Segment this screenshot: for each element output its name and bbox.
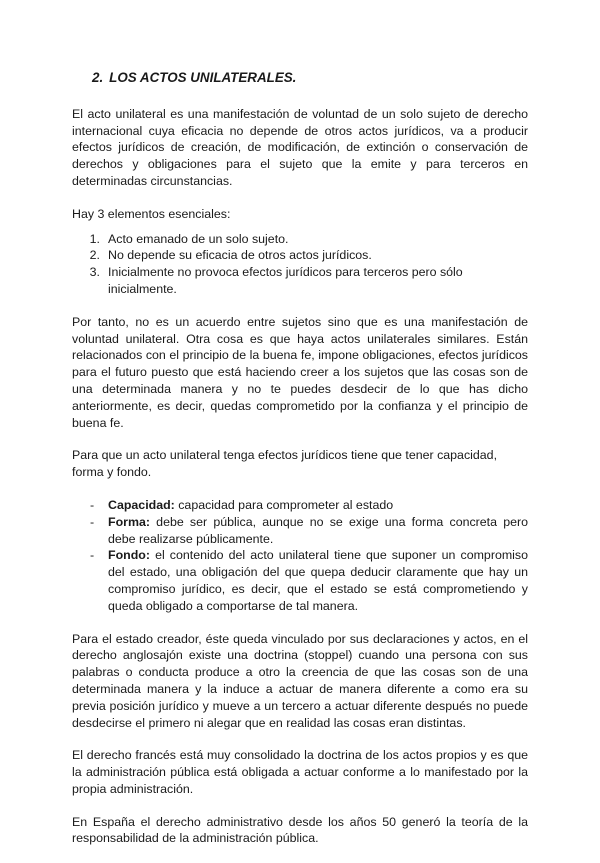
list-dash: - bbox=[90, 497, 95, 512]
list-term: Forma: bbox=[108, 514, 150, 529]
list-text: Inicialmente no provoca efectos jurídicos para terceros pero sólo inicialmente. bbox=[108, 265, 463, 296]
list-text: No depende su eficacia de otros actos jurídicos. bbox=[108, 248, 372, 263]
paragraph-french-law: El derecho francés está muy consolidado la doctrina de los actos propios y es que la administración pública está obligada a actuar conforme a lo manifestado por la propia administración. bbox=[72, 748, 528, 796]
paragraph-definition: El acto unilateral es una manifestación de voluntad de un solo sujeto de derecho internacional cuya eficacia no depende de otros actos jurídicos, va a producir efectos jurídicos de creación, de modificación, de extinción o conservación de derechos y obligaciones para el sujeto que la emite y para terceros en determinadas circunstancias. bbox=[72, 106, 528, 188]
section-number: 2. bbox=[92, 70, 104, 85]
paragraph-requirements: Para que un acto unilateral tenga efectos jurídicos tiene que tener capacidad, forma y fondo. bbox=[72, 448, 498, 480]
paragraph-stoppel: Para el estado creador, éste queda vinculado por sus declaraciones y actos, en el derecho anglosajón existe una doctrina (stoppel) cuando una persona con sus palabras o conducta produce a otro la creencia de que las cosas son de una determinada manera y la induce a actuar de manera diferente a como era su previa posición jurídico y mueve a un tercero a actuar diferente después no puede desdecirse el primero ni alegar que en realidad las cosas eran distintas. bbox=[72, 631, 528, 730]
list-item bbox=[72, 264, 528, 298]
list-text: Acto emanado de un solo sujeto. bbox=[108, 231, 289, 246]
list-body bbox=[108, 497, 528, 514]
list-number: 1. bbox=[89, 231, 100, 246]
list-body bbox=[108, 514, 528, 548]
list-text: debe ser pública, aunque no se exige una forma concreta pero debe realizarse públicamente. bbox=[108, 514, 528, 546]
list-item bbox=[72, 231, 528, 248]
paragraph-good-faith: Por tanto, no es un acuerdo entre sujetos sino que es una manifestación de voluntad unilateral. Otra cosa es que haya actos unilaterales similares. Están relacionados con el principio de la buena fe, impone obligaciones, efectos jurídicos para el futuro puesto que está haciendo creer a los sujetos que las cosas son de una determinada manera y no te puedes desdecir de lo que has dicho anteriormente, es decir, quedas comprometido por la confianza y el principio de buena fe. bbox=[72, 314, 528, 430]
section-heading bbox=[92, 70, 528, 87]
paragraph-elements-intro: Hay 3 elementos esenciales: bbox=[72, 206, 231, 221]
list-body bbox=[108, 547, 528, 614]
list-item bbox=[72, 247, 528, 264]
list-text: capacidad para comprometer al estado bbox=[174, 497, 394, 512]
list-item bbox=[72, 547, 528, 614]
list-text: el contenido del acto unilateral tiene que suponer un compromiso del estado, una obligación del que quepa deducir claramente que hay un compromiso jurídico, es decir, que el estado se está comprometiendo y queda obligado a comportarse de tal manera. bbox=[108, 548, 528, 613]
requirements-list bbox=[72, 497, 528, 615]
list-term: Capacidad: bbox=[108, 497, 175, 512]
section-title: LOS ACTOS UNILATERALES. bbox=[109, 70, 297, 85]
paragraph-spain: En España el derecho administrativo desde los años 50 generó la teoría de la responsabilidad de la administración pública. bbox=[72, 814, 528, 846]
list-item bbox=[72, 497, 528, 514]
list-item bbox=[72, 514, 528, 548]
elements-list bbox=[72, 231, 528, 298]
list-number: 3. bbox=[89, 265, 100, 280]
list-term: Fondo: bbox=[108, 548, 150, 563]
list-dash: - bbox=[90, 514, 95, 529]
list-dash: - bbox=[90, 548, 95, 563]
document-page bbox=[72, 70, 528, 863]
list-number: 2. bbox=[89, 248, 100, 263]
